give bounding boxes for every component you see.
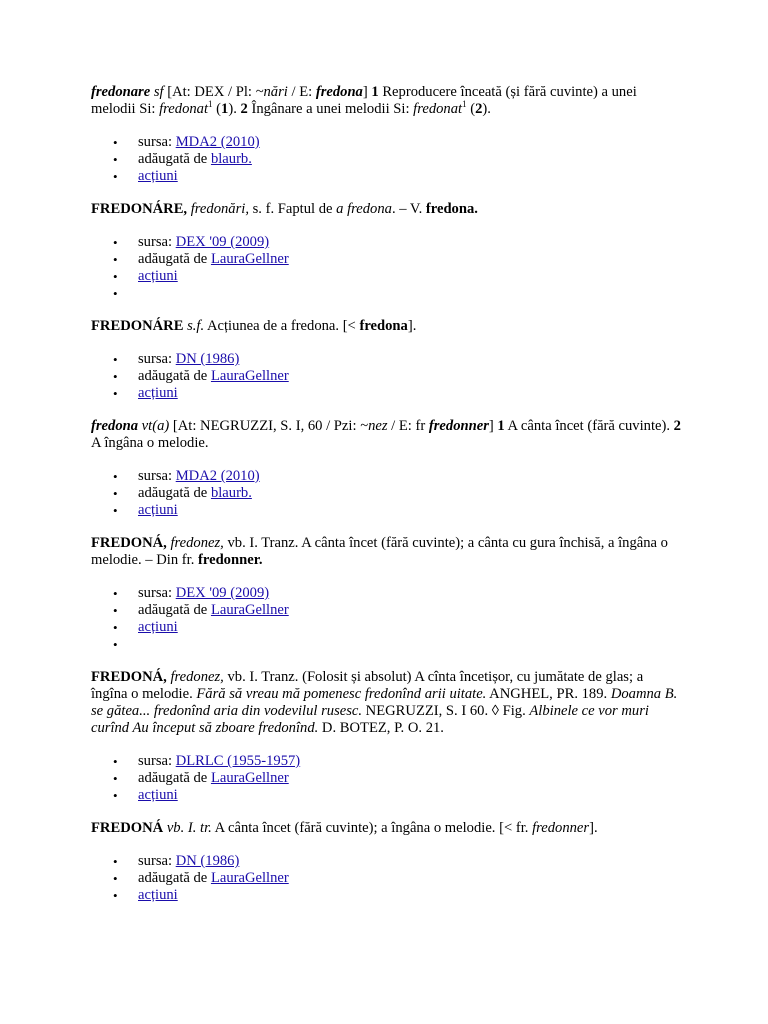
- source-link[interactable]: DLRLC (1955-1957): [175, 753, 301, 769]
- dictionary-page: [91, 84, 681, 920]
- definition-entry: [91, 84, 681, 118]
- definition-text: fredona.: [425, 201, 478, 217]
- definition-text: ~nez: [360, 418, 388, 434]
- entry-meta-item: [138, 787, 681, 804]
- definition-text: fredonări,: [190, 201, 249, 217]
- actions-link[interactable]: acțiuni: [138, 268, 178, 284]
- definition-entry: [91, 669, 681, 737]
- definition-text: 1: [208, 99, 213, 110]
- entry-meta-list: [91, 585, 681, 653]
- definition-text: fredona: [91, 418, 139, 434]
- definition-entry: [91, 318, 681, 335]
- definition-text: fredona: [315, 84, 363, 100]
- entry-meta-list: [91, 351, 681, 402]
- entry-meta-item: [138, 285, 681, 302]
- definition-text: ).: [482, 101, 491, 117]
- definition-text: / E: fr: [387, 418, 429, 434]
- entry-meta-item: [138, 251, 681, 268]
- definition-entry: [91, 201, 681, 218]
- meta-label: sursa:: [138, 351, 176, 367]
- meta-label: sursa:: [138, 853, 176, 869]
- actions-link[interactable]: acțiuni: [138, 502, 178, 518]
- meta-label: adăugată de: [138, 770, 211, 786]
- actions-link[interactable]: acțiuni: [138, 887, 178, 903]
- meta-label: sursa:: [138, 753, 176, 769]
- meta-label: adăugată de: [138, 151, 211, 167]
- definition-text: FREDONÁ,: [91, 669, 167, 685]
- definition-text: ).: [228, 101, 241, 117]
- definition-text: A cânta încet (fără cuvinte).: [504, 418, 674, 434]
- definition-text: fredonner: [428, 418, 489, 434]
- definition-text: s.f.: [183, 318, 205, 334]
- meta-label: sursa:: [138, 585, 176, 601]
- definition-text: NEGRUZZI, S. I 60. ◊ Fig.: [362, 703, 530, 719]
- entry-meta-item: [138, 234, 681, 251]
- meta-label: sursa:: [138, 134, 176, 150]
- definition-text: [At: NEGRUZZI, S. I, 60 / Pzi:: [169, 418, 361, 434]
- actions-link[interactable]: acțiuni: [138, 385, 178, 401]
- entry-meta-item: [138, 770, 681, 787]
- definition-text: (: [212, 101, 222, 117]
- entry-meta-item: [138, 602, 681, 619]
- entry-meta-list: [91, 234, 681, 302]
- definition-text: 1: [497, 418, 505, 434]
- meta-label: adăugată de: [138, 870, 211, 886]
- entry-meta-item: [138, 619, 681, 636]
- definition-text: . – V.: [391, 201, 426, 217]
- actions-link[interactable]: acțiuni: [138, 619, 178, 635]
- entry-meta-item: [138, 485, 681, 502]
- entry-meta-item: [138, 351, 681, 368]
- author-link[interactable]: LauraGellner: [210, 870, 289, 886]
- entry-meta-item: [138, 151, 681, 168]
- definition-text: fredonez,: [170, 535, 224, 551]
- entry-meta-item: [138, 134, 681, 151]
- definition-text: s. f. Faptul de: [248, 201, 337, 217]
- definition-entry: [91, 535, 681, 569]
- definition-text: (: [466, 101, 476, 117]
- author-link[interactable]: blaurb.: [210, 151, 252, 167]
- definition-text: 1: [371, 84, 379, 100]
- definition-text: 1: [221, 101, 229, 117]
- source-link[interactable]: DEX '09 (2009): [175, 234, 270, 250]
- entry-meta-item: [138, 468, 681, 485]
- definition-entry: [91, 418, 681, 452]
- entry-meta-item: [138, 385, 681, 402]
- definition-text: A cânta încet (fără cuvinte); a îngâna o melodie. [< fr.: [211, 820, 533, 836]
- definition-text: / E:: [287, 84, 316, 100]
- entry-meta-list: [91, 134, 681, 185]
- definition-text: FREDONÁRE,: [91, 201, 188, 217]
- definition-text: 1: [462, 99, 467, 110]
- meta-label: sursa:: [138, 234, 176, 250]
- definition-text: A îngâna o melodie.: [91, 435, 209, 451]
- definition-text: a fredona: [336, 201, 392, 217]
- source-link[interactable]: DN (1986): [175, 853, 240, 869]
- definition-text: sf: [150, 84, 164, 100]
- entry-meta-item: [138, 887, 681, 904]
- author-link[interactable]: LauraGellner: [210, 602, 289, 618]
- actions-link[interactable]: acțiuni: [138, 787, 178, 803]
- entry-meta-item: [138, 870, 681, 887]
- entry-meta-list: [91, 468, 681, 519]
- definition-text: Reproducere înceată (și fără cuvinte) a unei melodii Si:: [91, 84, 637, 117]
- definition-text: fredonez,: [170, 669, 224, 685]
- definition-text: vt(a): [138, 418, 170, 434]
- definition-text: 2: [673, 418, 681, 434]
- definition-text: ].: [407, 318, 417, 334]
- definition-text: fredonner: [532, 820, 590, 836]
- definition-text: fredonat: [159, 101, 209, 117]
- source-link[interactable]: MDA2 (2010): [175, 134, 260, 150]
- meta-label: adăugată de: [138, 368, 211, 384]
- entry-meta-item: [138, 585, 681, 602]
- definition-text: fredona: [359, 318, 408, 334]
- author-link[interactable]: LauraGellner: [210, 368, 289, 384]
- source-link[interactable]: DN (1986): [175, 351, 240, 367]
- definition-entry: [91, 820, 681, 837]
- entry-meta-item: [138, 636, 681, 653]
- definition-text: Albinele ce vor muri curînd Au început să zboare fredonînd.: [91, 703, 649, 736]
- definition-text: Acțiunea de a fredona. [<: [204, 318, 360, 334]
- meta-label: adăugată de: [138, 485, 211, 501]
- meta-label: adăugată de: [138, 602, 211, 618]
- author-link[interactable]: LauraGellner: [210, 770, 289, 786]
- definition-text: FREDONÁRE: [91, 318, 184, 334]
- author-link[interactable]: LauraGellner: [210, 251, 289, 267]
- definition-text: FREDONÁ: [91, 820, 164, 836]
- definition-text: 2: [475, 101, 483, 117]
- definition-text: ].: [589, 820, 598, 836]
- definition-text: FREDONÁ,: [91, 535, 167, 551]
- entry-meta-item: [138, 753, 681, 770]
- definition-text: ]: [488, 418, 498, 434]
- entry-meta-list: [91, 753, 681, 804]
- definition-text: D. BOTEZ, P. O. 21.: [318, 720, 444, 736]
- definition-text: vb. I. Tranz. (Folosit și absolut) A cînta încetișor, cu jumătate de glas; a îngîna o melodie.: [91, 669, 644, 702]
- entry-meta-item: [138, 368, 681, 385]
- definition-text: fredonner.: [198, 552, 263, 568]
- definition-text: vb. I. tr.: [163, 820, 212, 836]
- meta-label: adăugată de: [138, 251, 211, 267]
- actions-link[interactable]: acțiuni: [138, 168, 178, 184]
- entry-meta-item: [138, 268, 681, 285]
- definition-text: Îngânare a unei melodii Si:: [247, 101, 414, 117]
- definition-text: Fără să vreau mă pomenesc fredonînd arii uitate.: [196, 686, 487, 702]
- entry-meta-list: [91, 853, 681, 904]
- definition-text: [At: DEX / Pl:: [163, 84, 256, 100]
- definition-text: 2: [240, 101, 248, 117]
- definition-text: ANGHEL, PR. 189.: [486, 686, 611, 702]
- entry-meta-item: [138, 168, 681, 185]
- definition-text: fredonare: [91, 84, 151, 100]
- entry-meta-item: [138, 502, 681, 519]
- definition-text: ]: [362, 84, 372, 100]
- meta-label: sursa:: [138, 468, 176, 484]
- source-link[interactable]: MDA2 (2010): [175, 468, 260, 484]
- entry-meta-item: [138, 853, 681, 870]
- source-link[interactable]: DEX '09 (2009): [175, 585, 270, 601]
- definition-text: Doamna B. se gătea... fredonînd aria din vodevilul rusesc.: [91, 686, 678, 719]
- definition-text: vb. I. Tranz. A cânta încet (fără cuvinte); a cânta cu gura închisă, a îngâna o melodie. – Din fr.: [91, 535, 668, 568]
- author-link[interactable]: blaurb.: [210, 485, 252, 501]
- definition-text: fredonat: [413, 101, 463, 117]
- definition-text: ~nări: [255, 84, 288, 100]
